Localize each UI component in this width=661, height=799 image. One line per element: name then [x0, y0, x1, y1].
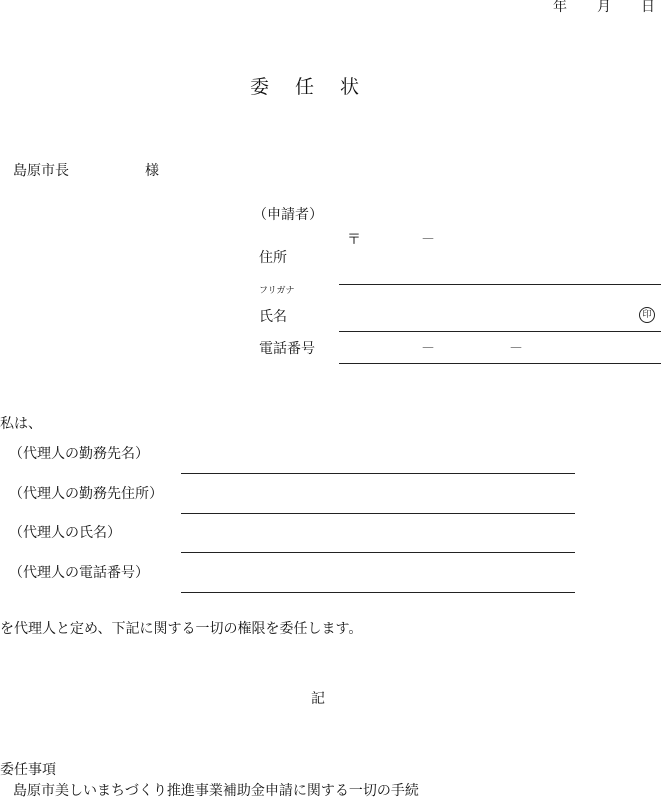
phone-dash-2: －: [509, 341, 523, 357]
ki-heading: 記: [311, 691, 325, 707]
postal-mark-icon: 〒: [347, 232, 361, 248]
date-day-label: 日: [641, 0, 655, 15]
postal-code-dash: －: [421, 232, 435, 248]
agent-phone-field[interactable]: [181, 592, 575, 593]
applicant-address-label: 住所: [259, 250, 287, 266]
seal-icon: 印: [639, 307, 655, 323]
date-month-label: 月: [597, 0, 611, 15]
phone-dash-1: －: [421, 341, 435, 357]
document-title: 委任状: [250, 76, 386, 98]
furigana-label: フリガナ: [259, 286, 295, 296]
agent-company-address-label: （代理人の勤務先住所）: [9, 486, 163, 502]
applicant-address-field[interactable]: [339, 284, 661, 285]
applicant-phone-label: 電話番号: [259, 341, 315, 357]
date-year-label: 年: [553, 0, 567, 15]
applicant-name-label: 氏名: [259, 309, 287, 325]
agent-name-field[interactable]: [181, 552, 575, 553]
agent-company-field[interactable]: [181, 473, 575, 474]
delegated-matters-detail: 島原市美しいまちづくり推進事業補助金申請に関する一切の手続: [13, 783, 419, 799]
applicant-phone-field[interactable]: [339, 363, 661, 364]
agent-company-label: （代理人の勤務先名）: [9, 446, 149, 462]
applicant-heading: （申請者）: [253, 207, 323, 223]
delegation-statement: を代理人と定め、下記に関する一切の権限を委任します。: [0, 621, 363, 637]
agent-name-label: （代理人の氏名）: [9, 525, 121, 541]
delegated-matters-heading: 委任事項: [0, 762, 56, 778]
addressee-honorific: 様: [145, 163, 159, 179]
applicant-name-field[interactable]: [339, 331, 661, 332]
intro-text: 私は、: [0, 416, 42, 432]
agent-company-address-field[interactable]: [181, 513, 575, 514]
agent-phone-label: （代理人の電話番号）: [9, 565, 149, 581]
addressee-name: 島原市長: [13, 163, 69, 179]
